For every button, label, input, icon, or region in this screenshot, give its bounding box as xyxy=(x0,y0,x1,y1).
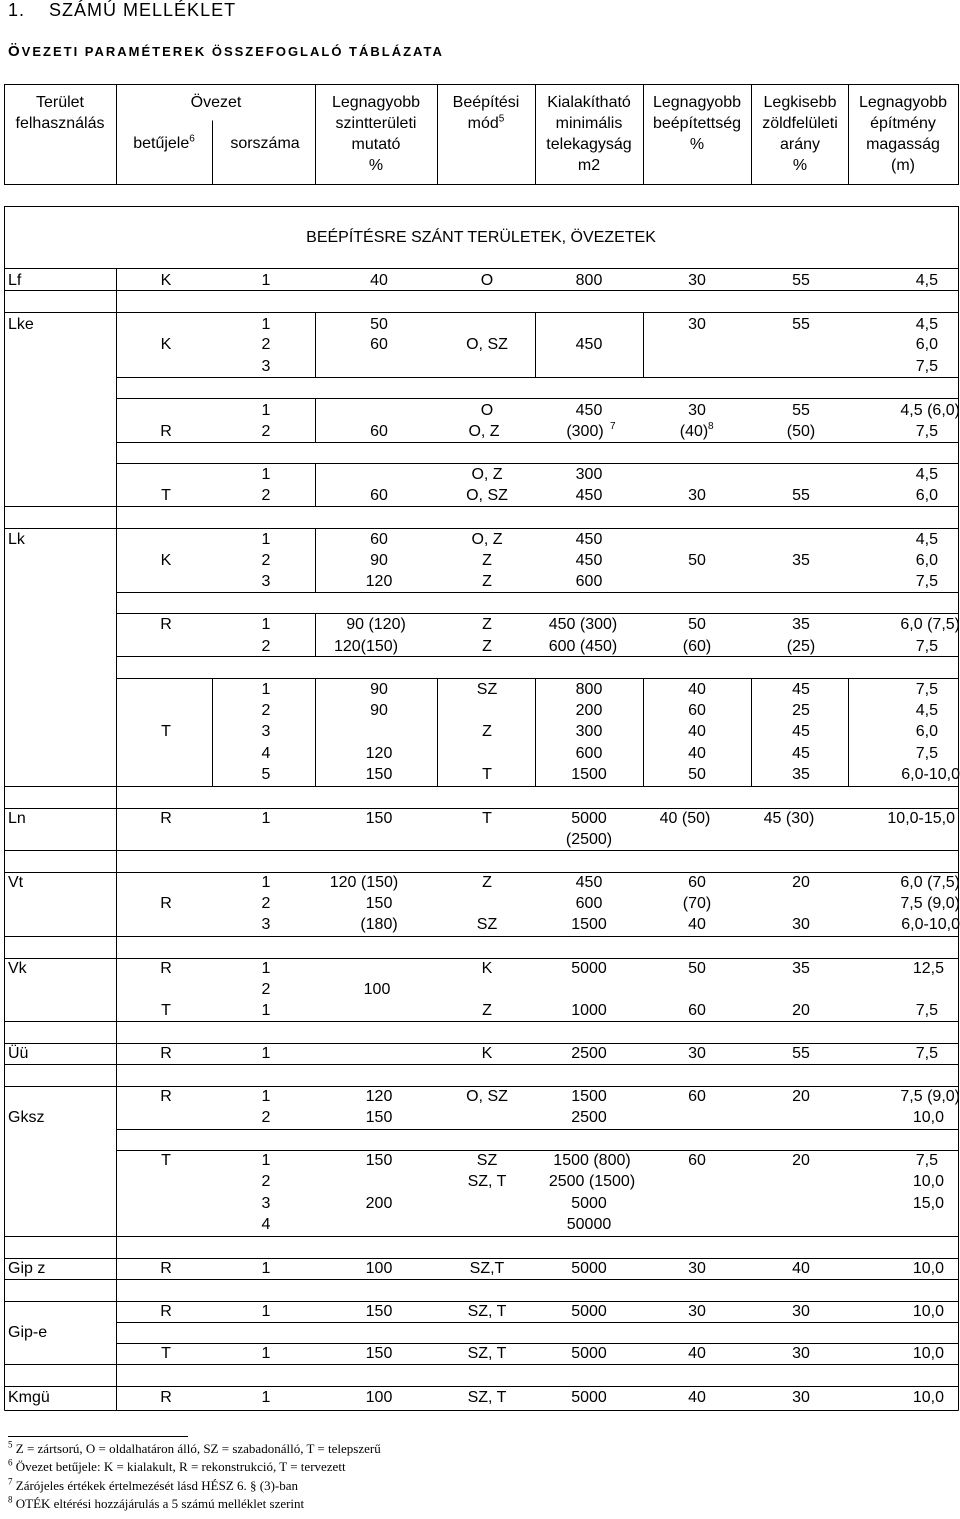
table-cell: 150 xyxy=(365,810,393,827)
table-cell: 450 (300) xyxy=(548,616,618,633)
table-cell: 40 xyxy=(688,681,706,698)
table-cell: 7,5 xyxy=(915,681,938,698)
table-cell: 7,5 (9,0) xyxy=(900,895,960,912)
table-cell: 6,0 xyxy=(915,336,938,353)
table-cell: 1 xyxy=(261,810,271,827)
table-cell: T xyxy=(161,1152,171,1169)
header-land-use: Terület felhasználás xyxy=(15,94,105,132)
table-cell: 10,0 xyxy=(912,1303,944,1320)
table-cell: 1 xyxy=(261,874,271,891)
table-cell: 7,5 xyxy=(915,573,938,590)
table-cell: 150 xyxy=(365,766,393,783)
table-cell: 60 xyxy=(688,1002,706,1019)
table-cell: R xyxy=(160,616,172,633)
table-cell: 40 xyxy=(688,723,706,740)
table-cell: Kmgü xyxy=(8,1389,50,1406)
table-cell: 450 xyxy=(575,402,603,419)
table-cell: 3 xyxy=(261,358,271,375)
table-cell: 2 xyxy=(261,552,271,569)
table-cell: 7,5 xyxy=(915,1152,938,1169)
table-cell: 2500 (1500) xyxy=(548,1173,636,1190)
table-cell: 8 xyxy=(708,421,714,432)
table-cell: SZ, T xyxy=(467,1345,507,1362)
table-cell: 450 xyxy=(575,874,603,891)
table-cell: Ln xyxy=(8,810,26,827)
table-cell: O, Z xyxy=(471,466,503,483)
table-cell: 3 xyxy=(261,723,271,740)
table-cell: 1500 xyxy=(571,916,607,933)
table-cell: Gip-e xyxy=(8,1324,48,1341)
header-min-lot: Kialakítható minimális telekagyság m2 xyxy=(546,94,632,174)
table-cell: 1000 xyxy=(571,1002,607,1019)
table-cell: Z xyxy=(482,723,492,740)
table-cell: 30 xyxy=(688,487,706,504)
table-cell: R xyxy=(160,1088,172,1105)
table-cell: 200 xyxy=(365,1195,393,1212)
table-cell: (60) xyxy=(682,638,712,655)
table-cell: 800 xyxy=(575,681,603,698)
table-cell: SZ,T xyxy=(469,1260,505,1277)
table-cell: 7,5 (9,0) xyxy=(900,1088,960,1105)
table-cell: 1500 (800) xyxy=(553,1152,631,1169)
table-cell: 6,0 (7,5) xyxy=(900,874,960,891)
table-cell: 600 xyxy=(575,895,603,912)
table-cell: K xyxy=(160,552,172,569)
table-cell: 60 xyxy=(688,702,706,719)
table-cell: 30 xyxy=(688,402,706,419)
table-cell: 20 xyxy=(792,1002,810,1019)
table-cell: (40) xyxy=(679,423,709,440)
table-cell: 7,5 xyxy=(915,1045,938,1062)
table-cell: 450 xyxy=(575,531,603,548)
table-cell: 6,0-10,0 xyxy=(901,766,960,783)
table-cell: 600 xyxy=(575,745,603,762)
table-cell: 5000 xyxy=(571,1345,607,1362)
table-cell: 45 (30) xyxy=(763,810,815,827)
table-cell: 5000 xyxy=(571,810,607,827)
table-cell: 1 xyxy=(261,316,271,333)
table-cell: 50 xyxy=(688,766,706,783)
table-cell: 150 xyxy=(365,1345,393,1362)
table-cell: 5000 xyxy=(571,1195,607,1212)
table-cell: Z xyxy=(482,638,492,655)
table-cell: 450 xyxy=(575,487,603,504)
table-cell: 120 xyxy=(365,573,393,590)
table-cell: 30 xyxy=(688,316,706,333)
table-cell: Z xyxy=(482,616,492,633)
table-cell: 5000 xyxy=(571,1389,607,1406)
table-cell: 40 xyxy=(370,272,388,289)
header-build-mode: Beépítési mód$^5$ xyxy=(452,94,520,132)
table-cell: 1 xyxy=(261,531,271,548)
table-cell: 45 xyxy=(792,723,810,740)
table-cell: 7,5 xyxy=(915,358,938,375)
table-cell: R xyxy=(160,895,172,912)
table-cell: O, Z xyxy=(468,423,500,440)
table-cell: 60 xyxy=(688,874,706,891)
table-cell: O xyxy=(480,272,494,289)
table-cell: SZ xyxy=(476,681,498,698)
table-cell: Vk xyxy=(8,960,27,977)
table-cell: 50 xyxy=(688,616,706,633)
table-cell: 6,0 xyxy=(915,487,938,504)
table-cell: 1 xyxy=(261,1045,271,1062)
table-cell: 2 xyxy=(261,981,271,998)
footnote: $^5$ Z = zártsorú, O = oldalhatáron álló, SZ = szabadonálló, T = telepszerű xyxy=(8,1439,381,1456)
table-cell: (25) xyxy=(786,638,816,655)
table-cell: R xyxy=(160,960,172,977)
table-cell: (70) xyxy=(682,895,712,912)
table-cell: 7,5 xyxy=(915,638,938,655)
table-cell: 35 xyxy=(792,960,810,977)
table-cell: O xyxy=(480,402,494,419)
header-zone-number: sorszáma xyxy=(230,135,300,152)
footnote: $^8$ OTÉK eltérési hozzájárulás a 5 számú melléklet szerint xyxy=(8,1494,305,1511)
table-cell: 4,5 (6,0) xyxy=(900,402,960,419)
table-cell: 30 xyxy=(792,1389,810,1406)
table-cell: O, Z xyxy=(471,531,503,548)
table-cell: 7,5 xyxy=(915,1002,938,1019)
table-cell: 3 xyxy=(261,573,271,590)
table-cell: Lk xyxy=(8,531,25,548)
table-cell: 1 xyxy=(261,1002,271,1019)
table-cell: 2 xyxy=(261,1173,271,1190)
header-min-green: Legkisebb zöldfelületi arány % xyxy=(762,94,838,174)
table-cell: 120 (150) xyxy=(329,874,399,891)
table-cell: 1 xyxy=(261,1345,271,1362)
table-cell: Vt xyxy=(8,874,24,891)
table-cell: Lf xyxy=(8,272,22,289)
table-cell: 50 xyxy=(688,552,706,569)
table-cell: 15,0 xyxy=(912,1195,944,1212)
table-cell: 1 xyxy=(261,1260,271,1277)
table-cell: 100 xyxy=(365,1260,393,1277)
table-cell: 45 xyxy=(792,681,810,698)
table-cell: 50000 xyxy=(566,1216,612,1233)
table-cell: 30 xyxy=(688,1260,706,1277)
table-cell: 60 xyxy=(688,1152,706,1169)
table-cell: 10,0 xyxy=(912,1345,944,1362)
table-cell: 300 xyxy=(575,466,603,483)
table-cell: T xyxy=(482,810,492,827)
table-cell: Üü xyxy=(8,1045,29,1062)
table-cell: 30 xyxy=(792,1303,810,1320)
table-cell: 35 xyxy=(792,552,810,569)
footnote: $^6$ Övezet betűjele: K = kialakult, R = rekonstrukció, T = tervezett xyxy=(8,1457,346,1474)
table-cell: 150 xyxy=(365,1152,393,1169)
table-cell: 800 xyxy=(575,272,603,289)
table-cell: K xyxy=(160,272,172,289)
table-cell: 120 xyxy=(365,1088,393,1105)
table-cell: 2 xyxy=(261,895,271,912)
table-cell: R xyxy=(160,1303,172,1320)
table-cell: 40 xyxy=(792,1260,810,1277)
table-cell: 2 xyxy=(261,702,271,719)
table-cell: 5 xyxy=(261,766,271,783)
table-cell: 2 xyxy=(261,638,271,655)
table-cell: 60 xyxy=(688,1088,706,1105)
table-cell: 5000 xyxy=(571,1303,607,1320)
table-cell: 40 (50) xyxy=(659,810,711,827)
table-cell: 4,5 xyxy=(915,466,938,483)
table-cell: 1 xyxy=(261,616,271,633)
table-cell: 35 xyxy=(792,766,810,783)
table-cell: 7,5 xyxy=(915,745,938,762)
table-cell: 30 xyxy=(688,272,706,289)
table-cell: R xyxy=(160,1045,172,1062)
table-cell: SZ, T xyxy=(467,1303,507,1320)
table-cell: 30 xyxy=(688,1303,706,1320)
table-cell: 90 xyxy=(370,681,388,698)
table-cell: 10,0 xyxy=(912,1109,944,1126)
table-cell: 1 xyxy=(261,1152,271,1169)
header-max-coverage: Legnagyobb beépítettség % xyxy=(652,94,742,153)
table-cell: Z xyxy=(482,874,492,891)
table-cell: O, SZ xyxy=(466,336,508,353)
table-cell: 4,5 xyxy=(915,316,938,333)
table-cell: 2500 xyxy=(571,1045,607,1062)
table-cell: 90 xyxy=(370,702,388,719)
table-cell: K xyxy=(160,336,172,353)
table-cell: 600 (450) xyxy=(548,638,618,655)
table-cell: Z xyxy=(482,552,492,569)
table-cell: 55 xyxy=(792,487,810,504)
table-cell: 1 xyxy=(261,466,271,483)
table-cell: 7,5 xyxy=(915,423,938,440)
table-cell: 300 xyxy=(575,723,603,740)
table-cell: 120(150) xyxy=(333,638,399,655)
table-cell: 5000 xyxy=(571,1260,607,1277)
table-cell: 6,0 (7,5) xyxy=(900,616,960,633)
table-cell: 4 xyxy=(261,745,271,762)
table-cell: 50 xyxy=(688,960,706,977)
table-cell: 5000 xyxy=(571,960,607,977)
table-cell: 150 xyxy=(365,1303,393,1320)
table-cell: 150 xyxy=(365,1109,393,1126)
table-cell: 1 xyxy=(261,402,271,419)
table-cell: R xyxy=(160,1260,172,1277)
table-cell: T xyxy=(161,1002,171,1019)
table-cell: 30 xyxy=(688,1045,706,1062)
table-cell: 30 xyxy=(792,916,810,933)
footnote: $^7$ Zárójeles értékek értelmezését lásd HÉSZ 6. § (3)-ban xyxy=(8,1476,299,1493)
table-cell: (50) xyxy=(786,423,816,440)
table-cell: 10,0 xyxy=(912,1389,944,1406)
table-cell: 4,5 xyxy=(915,531,938,548)
section-title: BEÉPÍTÉSRE SZÁNT TERÜLETEK, ÖVEZETEK xyxy=(306,229,656,246)
table-cell: R xyxy=(160,423,172,440)
table-cell: 1 xyxy=(261,1303,271,1320)
table-cell: K xyxy=(481,1045,493,1062)
table-cell: T xyxy=(161,487,171,504)
table-cell: 2500 xyxy=(571,1109,607,1126)
table-cell: 2 xyxy=(261,487,271,504)
table-cell: 600 xyxy=(575,573,603,590)
table-cell: 120 xyxy=(365,745,393,762)
table-cell: 40 xyxy=(688,745,706,762)
table-cell: 60 xyxy=(370,487,388,504)
table-cell: SZ, T xyxy=(467,1173,507,1190)
table-cell: 90 xyxy=(370,552,388,569)
header-zone: Övezet xyxy=(190,94,242,111)
table-cell: 20 xyxy=(792,1152,810,1169)
table-cell: 200 xyxy=(575,702,603,719)
table-cell: 1500 xyxy=(571,766,607,783)
table-cell: 150 xyxy=(365,895,393,912)
header-floor-ratio: Legnagyobb szintterületi mutató % xyxy=(331,94,421,174)
table-cell: 40 xyxy=(688,1389,706,1406)
table-cell: 50 xyxy=(370,316,388,333)
table-cell: T xyxy=(482,766,492,783)
table-cell: SZ xyxy=(476,916,498,933)
table-cell: 20 xyxy=(792,1088,810,1105)
table-cell: 3 xyxy=(261,916,271,933)
title-number: 1. xyxy=(8,0,26,20)
table-cell: 450 xyxy=(575,552,603,569)
table-cell: 450 xyxy=(575,336,603,353)
table-cell: 1 xyxy=(261,1088,271,1105)
header-max-height: Legnagyobb építmény magasság (m) xyxy=(858,94,948,174)
table-cell: 6,0 xyxy=(915,723,938,740)
table-cell: 4,5 xyxy=(915,702,938,719)
table-cell: 2 xyxy=(261,336,271,353)
table-cell: 100 xyxy=(363,981,391,998)
table-cell: 55 xyxy=(792,1045,810,1062)
table-cell: 10,0 xyxy=(912,1260,944,1277)
title-text: SZÁMÚ MELLÉKLET xyxy=(49,0,237,20)
table-cell: (180) xyxy=(360,916,398,933)
table-cell: SZ xyxy=(476,1152,498,1169)
table-cell: 30 xyxy=(792,1345,810,1362)
table-cell: Lke xyxy=(8,316,34,333)
table-cell: K xyxy=(481,960,493,977)
table-cell: O, SZ xyxy=(466,1088,508,1105)
table-cell: Gip z xyxy=(8,1260,46,1277)
table-cell: 2 xyxy=(261,423,271,440)
table-cell: 45 xyxy=(792,745,810,762)
table-cell: 1 xyxy=(261,1389,271,1406)
table-cell: 1500 xyxy=(571,1088,607,1105)
table-cell: 25 xyxy=(792,702,810,719)
table-cell: 60 xyxy=(370,423,388,440)
table-cell: 60 xyxy=(370,336,388,353)
table-cell: 7 xyxy=(610,421,616,432)
table-title: ÖVEZETI PARAMÉTEREK ÖSSZEFOGLALÓ TÁBLÁZATA xyxy=(8,43,444,60)
footnote-rule xyxy=(8,1436,188,1437)
table-cell: 10,0-15,0 xyxy=(887,810,955,827)
table-cell: (300) xyxy=(566,423,604,440)
table-cell: 55 xyxy=(792,316,810,333)
table-cell: SZ, T xyxy=(467,1389,507,1406)
table-cell: 4,5 xyxy=(915,272,938,289)
table-cell: 1 xyxy=(261,272,271,289)
table-cell: (2500) xyxy=(565,831,613,848)
table-cell: 6,0-10,0 xyxy=(901,916,960,933)
table-cell: 1 xyxy=(261,960,271,977)
table-cell: Z xyxy=(482,1002,492,1019)
table-cell: R xyxy=(160,810,172,827)
header-zone-letter: betűjele$^6$ xyxy=(133,133,195,152)
table-cell: 100 xyxy=(365,1389,393,1406)
table-cell: 55 xyxy=(792,402,810,419)
table-cell: 40 xyxy=(688,916,706,933)
table-cell: 55 xyxy=(792,272,810,289)
table-cell: 10,0 xyxy=(912,1173,944,1190)
table-cell: Gksz xyxy=(8,1109,45,1126)
table-cell: 6,0 xyxy=(915,552,938,569)
table-cell: 20 xyxy=(792,874,810,891)
table-cell: 4 xyxy=(261,1216,271,1233)
table-cell: 1 xyxy=(261,681,271,698)
table-cell: Z xyxy=(482,573,492,590)
table-cell: 3 xyxy=(261,1195,271,1212)
table-cell: 40 xyxy=(688,1345,706,1362)
table-cell: T xyxy=(161,1345,171,1362)
table-cell: R xyxy=(160,1389,172,1406)
table-cell: T xyxy=(161,723,171,740)
table-cell: 90 (120) xyxy=(346,616,406,633)
table-cell: O, SZ xyxy=(466,487,508,504)
table-cell: 35 xyxy=(792,616,810,633)
table-cell: 2 xyxy=(261,1109,271,1126)
table-cell: 60 xyxy=(370,531,388,548)
table-cell: 12,5 xyxy=(912,960,944,977)
